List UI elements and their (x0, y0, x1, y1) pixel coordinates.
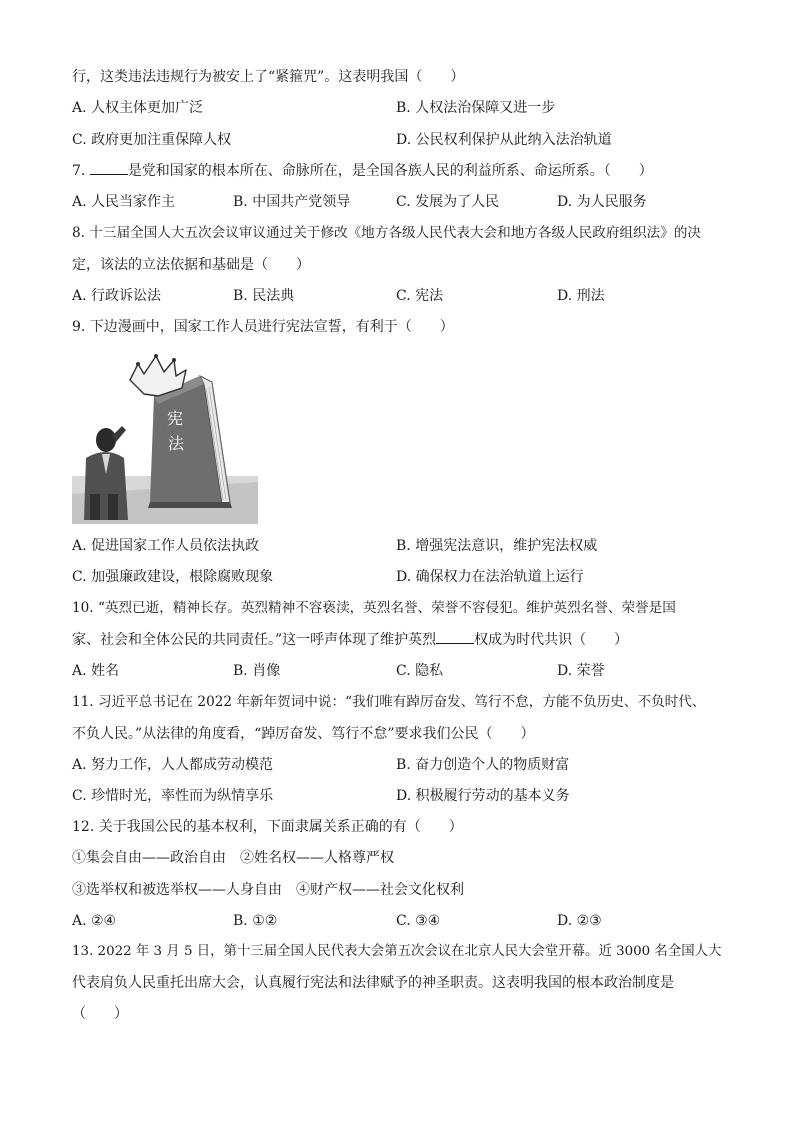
q11-stem-line2: 不负人民。”从法律的角度看，“踔厉奋发、笃行不怠”要求我们公民（ ） (72, 726, 535, 742)
q6-stem-tail: 行，这类违法违规行为被安上了“紧箍咒”。这表明我国（ ） (72, 69, 465, 85)
q10-stem-line1: 10. “英烈已逝，精神长存。英烈精神不容亵渎，英烈名誉、荣誉不容侵犯。维护英烈名誉、荣誉是国 (72, 600, 676, 616)
q12-items-line1: ①集会自由——政治自由 ②姓名权——人格尊严权 (72, 850, 394, 866)
q8-option-b: B. 民法典 (233, 288, 295, 304)
q11-option-d: D. 积极履行劳动的基本义务 (396, 788, 570, 804)
q10-stem-line2 (72, 630, 734, 650)
q10-stem-line2-a: 家、社会和全体公民的共同责任。”这一呼声体现了维护英烈 (72, 632, 437, 648)
q7-option-c: C. 发展为了人民 (396, 194, 500, 210)
book-title-char-1: 宪 (166, 409, 184, 428)
q6-option-b: B. 人权法治保障又进一步 (396, 100, 556, 116)
book-title-char-2: 法 (167, 434, 185, 453)
q9-stem: 9. 下边漫画中，国家工作人员进行宪法宣誓，有利于（ ） (72, 319, 454, 335)
q7-option-a: A. 人民当家作主 (72, 194, 176, 210)
constitution-oath-cartoon (72, 354, 258, 524)
q12-option-a: A. ②④ (72, 913, 117, 929)
q8-option-c: C. 宪法 (396, 288, 444, 304)
q12-option-c: C. ③④ (396, 913, 441, 929)
q13-stem-line2: 代表肩负人民重托出席大会，认真履行宪法和法律赋予的神圣职责。这表明我国的根本政治制度是 (72, 975, 674, 991)
q13-stem-line3: （ ） (72, 1006, 128, 1022)
q13-stem-line1: 13. 2022 年 3 月 5 日，第十三届全国人民代表大会第五次会议在北京人民大会堂开幕。近 3000 名全国人大 (72, 944, 722, 959)
official-figure-icon (84, 426, 128, 520)
q10-blank (436, 630, 474, 644)
crown-icon (130, 354, 186, 396)
q7-blank (90, 161, 128, 175)
q8-stem-line2: 定，该法的立法依据和基础是（ ） (72, 257, 310, 273)
q9-option-a: A. 促进国家工作人员依法执政 (72, 538, 260, 554)
q6-option-a: A. 人权主体更加广泛 (72, 100, 204, 116)
q6-option-d: D. 公民权利保护从此纳入法治轨道 (396, 132, 612, 148)
q6-option-c: C. 政府更加注重保障人权 (72, 132, 232, 148)
q10-option-a: A. 姓名 (72, 663, 120, 679)
q12-option-d: D. ②③ (557, 913, 602, 929)
q12-items-line2: ③选举权和被选举权——人身自由 ④财产权——社会文化权利 (72, 882, 464, 898)
q9-option-d: D. 确保权力在法治轨道上运行 (396, 569, 584, 585)
q12-option-b: B. ①② (233, 913, 278, 929)
q8-stem-line1: 8. 十三届全国人大五次会议审议通过关于修改《地方各级人民代表大会和地方各级人民政府组织法》的决 (72, 225, 702, 241)
q10-option-b: B. 肖像 (233, 663, 281, 679)
q12-stem: 12. 关于我国公民的基本权利，下面隶属关系正确的有（ ） (72, 819, 463, 835)
q11-stem-line1: 11. 习近平总书记在 2022 年新年贺词中说：“我们唯有踔厉奋发、笃行不怠，方能不负历史、不负时代、 (72, 694, 706, 710)
q10-option-d: D. 荣誉 (557, 663, 605, 679)
q7-number: 7. (72, 163, 90, 179)
q8-option-d: D. 刑法 (557, 288, 605, 304)
q11-option-c: C. 珍惜时光，率性而为纵情享乐 (72, 788, 274, 804)
q7-stem-text: 是党和国家的根本所在、命脉所在，是全国各族人民的利益所系、命运所系。（ ） (127, 163, 653, 179)
q7-option-b: B. 中国共产党领导 (233, 194, 351, 210)
q9-option-c: C. 加强廉政建设，根除腐败现象 (72, 569, 274, 585)
q9-option-b: B. 增强宪法意识，维护宪法权威 (396, 538, 598, 554)
q8-option-a: A. 行政诉讼法 (72, 288, 162, 304)
q10-option-c: C. 隐私 (396, 663, 444, 679)
q7-stem (72, 161, 734, 181)
q10-stem-line2-b: 权成为时代共识（ ） (474, 632, 629, 648)
q7-option-d: D. 为人民服务 (557, 194, 647, 210)
q11-option-a: A. 努力工作，人人都成劳动模范 (72, 757, 274, 773)
q11-option-b: B. 奋力创造个人的物质财富 (396, 757, 570, 773)
